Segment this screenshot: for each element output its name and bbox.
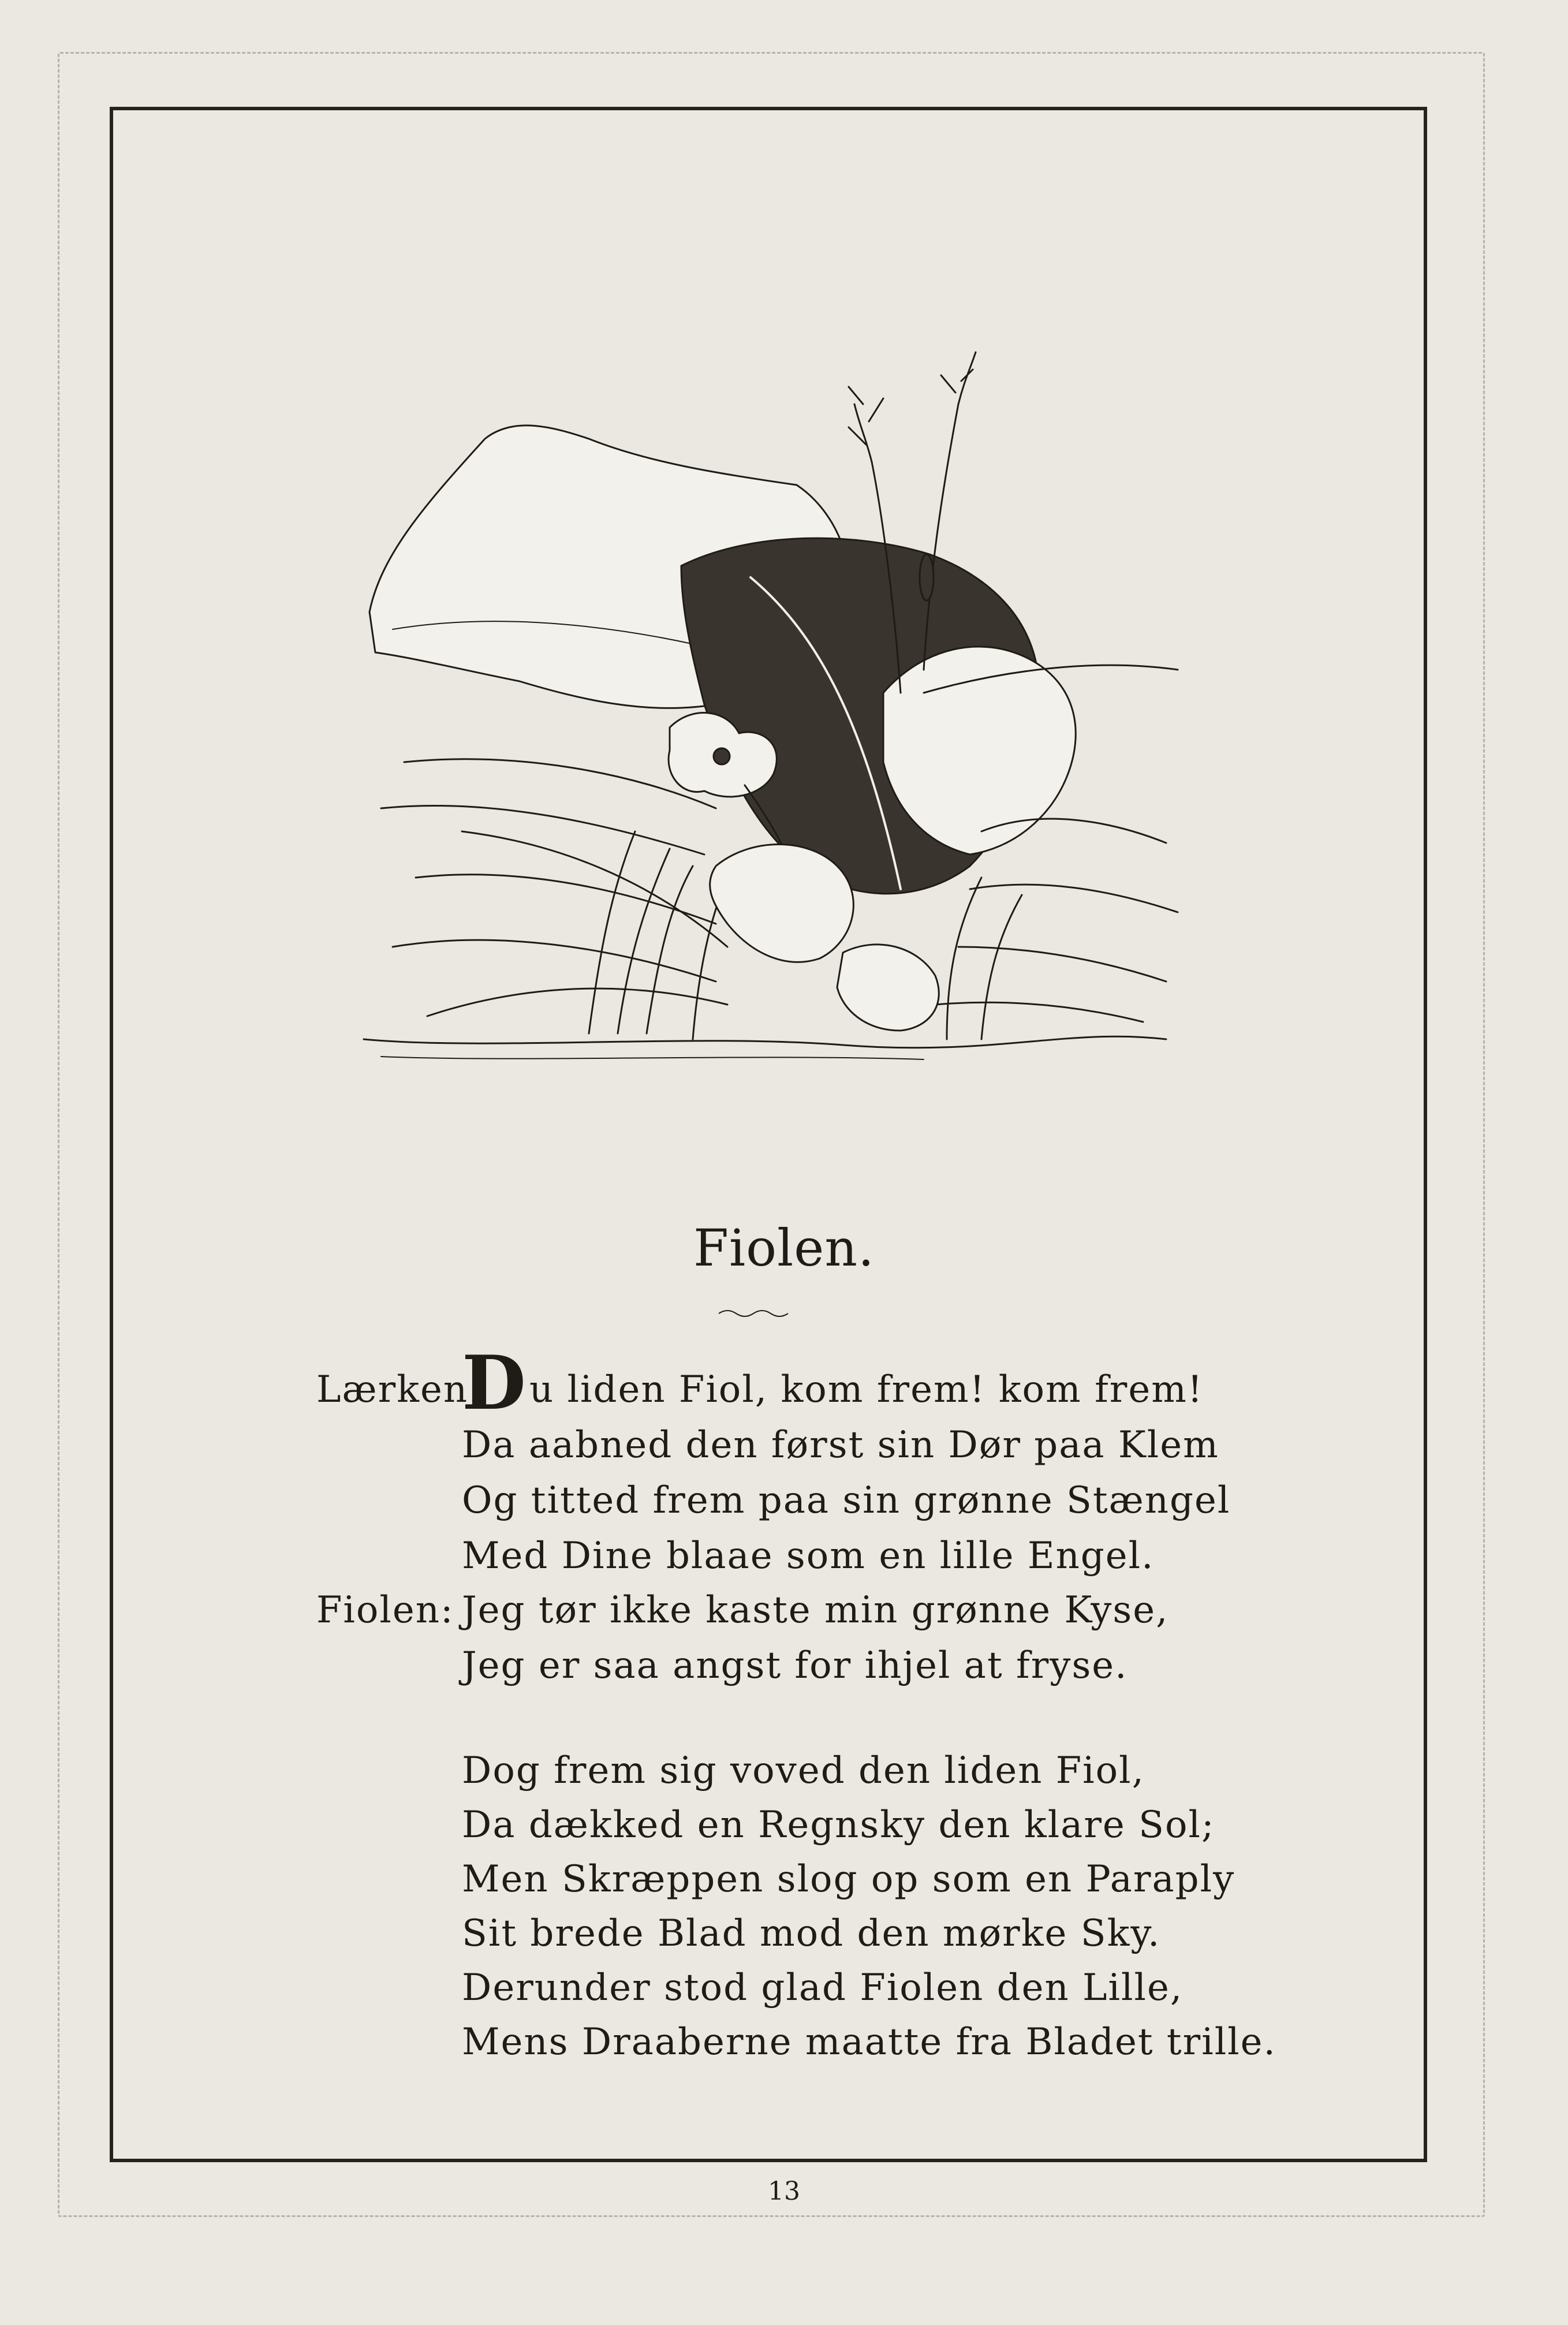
violet-and-dock-leaves-illustration — [346, 254, 1201, 1074]
poem-line: Sit brede Blad mod den mørke Sky. — [462, 1912, 1161, 1955]
speaker-label-violet: Fiolen: — [316, 1589, 454, 1632]
poem-line: Med Dine blaae som en lille Engel. — [462, 1535, 1155, 1577]
poem-line: Men Skræppen slog op som en Paraply — [462, 1858, 1235, 1901]
poem-line: Jeg er saa angst for ihjel at fryse. — [462, 1644, 1128, 1687]
poem-line-text: u liden Fiol, kom frem! kom frem! — [529, 1368, 1204, 1411]
poem-title: Fiolen. — [693, 1218, 875, 1278]
poem-line: Derunder stod glad Fiolen den Lille, — [462, 1966, 1184, 2009]
page-number: 13 — [768, 2177, 800, 2206]
poem-line: Jeg tør ikke kaste min grønne Kyse, — [462, 1589, 1169, 1632]
title-flourish — [716, 1305, 791, 1322]
poem-line: Mens Draaberne maatte fra Bladet trille. — [462, 2021, 1276, 2063]
poem-line — [462, 1340, 1204, 1427]
poem-line: Dog frem sig voved den liden Fiol, — [462, 1749, 1145, 1792]
poem-line: Da dækked en Regnsky den klare Sol; — [462, 1804, 1215, 1846]
speaker-label-lark: Lærken: — [316, 1368, 482, 1411]
drop-cap: D — [462, 1340, 527, 1427]
poem-line: Og titted frem paa sin grønne Stængel — [462, 1479, 1231, 1522]
poem-line: Da aabned den først sin Dør paa Klem — [462, 1424, 1219, 1466]
